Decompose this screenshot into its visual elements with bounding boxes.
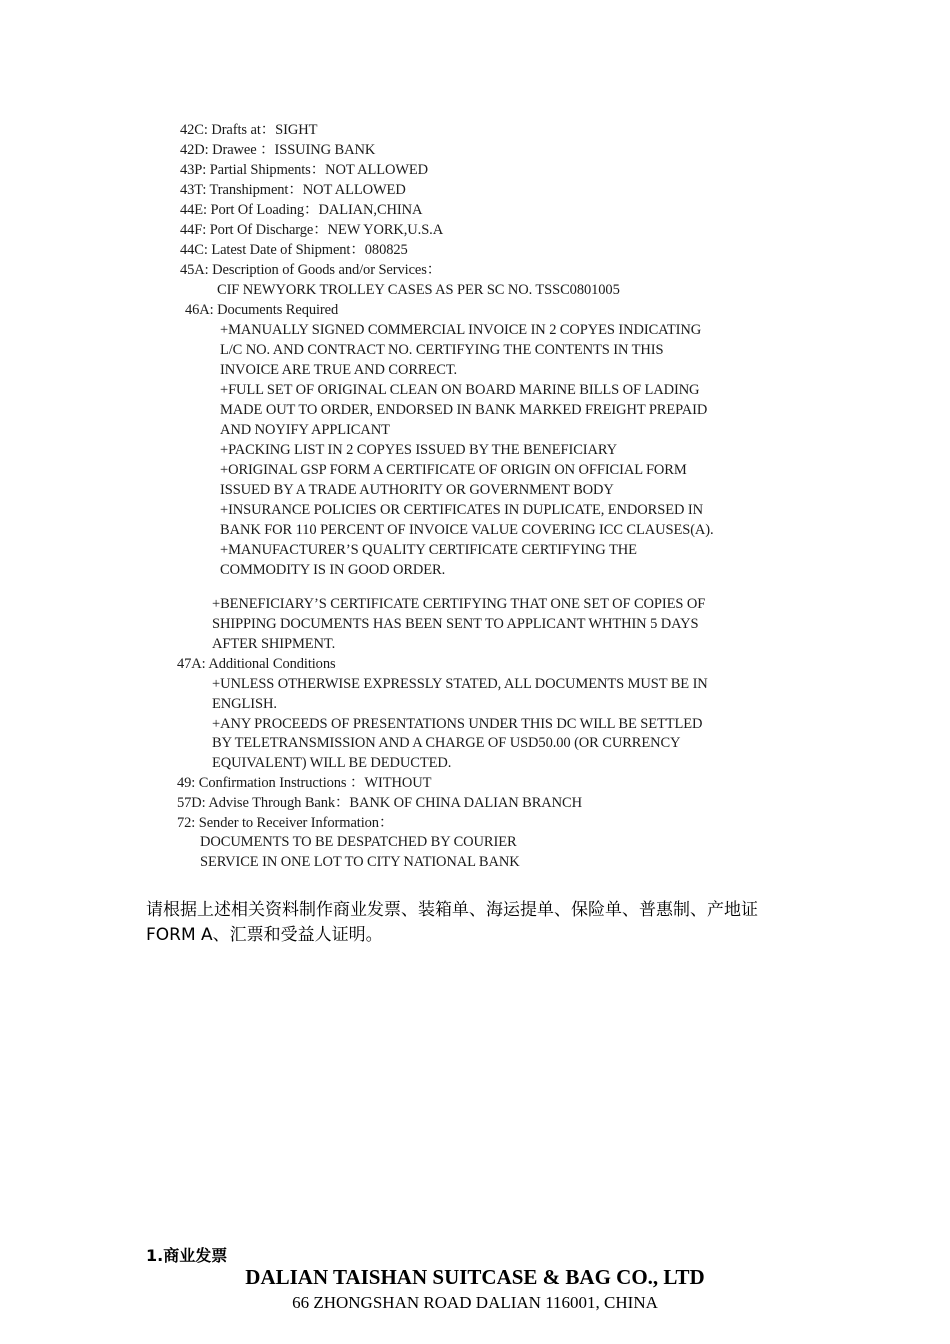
field-42c-drafts-at: 42C: Drafts at：SIGHT [180, 122, 318, 138]
doc-invoice-line-3: INVOICE ARE TRUE AND CORRECT. [220, 362, 458, 378]
doc-bl-line-1: +FULL SET OF ORIGINAL CLEAN ON BOARD MARINE BILLS OF LADING [220, 382, 700, 398]
instruction-line-2: FORM A、汇票和受益人证明。 [146, 925, 383, 945]
condition-proceeds-line-3: EQUIVALENT) WILL BE DEDUCTED. [212, 755, 452, 771]
field-45a-description-heading: 45A: Description of Goods and/or Services： [180, 262, 442, 278]
field-46a-documents-heading: 46A: Documents Required [185, 302, 339, 318]
field-49-confirmation: 49: Confirmation Instructions ：WITHOUT [177, 775, 432, 791]
field-72-line-2: SERVICE IN ONE LOT TO CITY NATIONAL BANK [200, 854, 520, 870]
condition-proceeds-line-2: BY TELETRANSMISSION AND A CHARGE OF USD50.00 (OR CURRENCY [212, 735, 681, 751]
doc-invoice-line-2: L/C NO. AND CONTRACT NO. CERTIFYING THE CONTENTS IN THIS [220, 342, 664, 358]
section-title: 1.商业发票 [146, 1246, 228, 1265]
field-57d-advise-bank: 57D: Advise Through Bank：BANK OF CHINA DALIAN BRANCH [177, 795, 582, 811]
condition-english-line-1: +UNLESS OTHERWISE EXPRESSLY STATED, ALL DOCUMENTS MUST BE IN [212, 676, 708, 692]
doc-gsp-line-1: +ORIGINAL GSP FORM A CERTIFICATE OF ORIGIN ON OFFICIAL FORM [220, 462, 687, 478]
field-44f-port-of-discharge: 44F: Port Of Discharge：NEW YORK,U.S.A [180, 222, 444, 238]
doc-bl-line-3: AND NOYIFY APPLICANT [220, 422, 390, 438]
field-44e-port-of-loading: 44E: Port Of Loading：DALIAN,CHINA [180, 202, 423, 218]
field-72-heading: 72: Sender to Receiver Information： [177, 815, 394, 831]
field-72-line-1: DOCUMENTS TO BE DESPATCHED BY COURIER [200, 834, 517, 850]
doc-insurance-line-2: BANK FOR 110 PERCENT OF INVOICE VALUE COVERING ICC CLAUSES(A). [220, 522, 714, 538]
doc-quality-cert-line-1: +MANUFACTURER’S QUALITY CERTIFICATE CERTIFYING THE [220, 542, 637, 558]
field-42d-drawee: 42D: Drawee ：ISSUING BANK [180, 142, 376, 158]
field-47a-heading: 47A: Additional Conditions [177, 656, 336, 672]
condition-english-line-2: ENGLISH. [212, 696, 277, 712]
company-name: DALIAN TAISHAN SUITCASE & BAG CO., LTD [245, 1265, 705, 1289]
doc-gsp-line-2: ISSUED BY A TRADE AUTHORITY OR GOVERNMENT BODY [220, 482, 614, 498]
doc-beneficiary-cert-line-2: SHIPPING DOCUMENTS HAS BEEN SENT TO APPLICANT WHTHIN 5 DAYS [212, 616, 699, 632]
doc-beneficiary-cert-line-1: +BENEFICIARY’S CERTIFICATE CERTIFYING THAT ONE SET OF COPIES OF [212, 596, 706, 612]
field-45a-description-text: CIF NEWYORK TROLLEY CASES AS PER SC NO. TSSC0801005 [217, 282, 620, 298]
company-address: 66 ZHONGSHAN ROAD DALIAN 116001, CHINA [292, 1293, 658, 1312]
doc-bl-line-2: MADE OUT TO ORDER, ENDORSED IN BANK MARKED FREIGHT PREPAID [220, 402, 708, 418]
field-43t-transhipment: 43T: Transhipment：NOT ALLOWED [180, 182, 406, 198]
doc-beneficiary-cert-line-3: AFTER SHIPMENT. [212, 636, 336, 652]
doc-quality-cert-line-2: COMMODITY IS IN GOOD ORDER. [220, 562, 446, 578]
field-43p-partial-shipments: 43P: Partial Shipments：NOT ALLOWED [180, 162, 429, 178]
doc-packing-list: +PACKING LIST IN 2 COPYES ISSUED BY THE BENEFICIARY [220, 442, 618, 458]
instruction-line-1: 请根据上述相关资料制作商业发票、装箱单、海运提单、保险单、普惠制、产地证 [146, 900, 758, 920]
doc-insurance-line-1: +INSURANCE POLICIES OR CERTIFICATES IN DUPLICATE, ENDORSED IN [220, 502, 703, 518]
doc-invoice-line-1: +MANUALLY SIGNED COMMERCIAL INVOICE IN 2 COPYES INDICATING [220, 322, 702, 338]
condition-proceeds-line-1: +ANY PROCEEDS OF PRESENTATIONS UNDER THIS DC WILL BE SETTLED [212, 716, 703, 732]
field-44c-latest-shipment-date: 44C: Latest Date of Shipment：080825 [180, 242, 408, 258]
